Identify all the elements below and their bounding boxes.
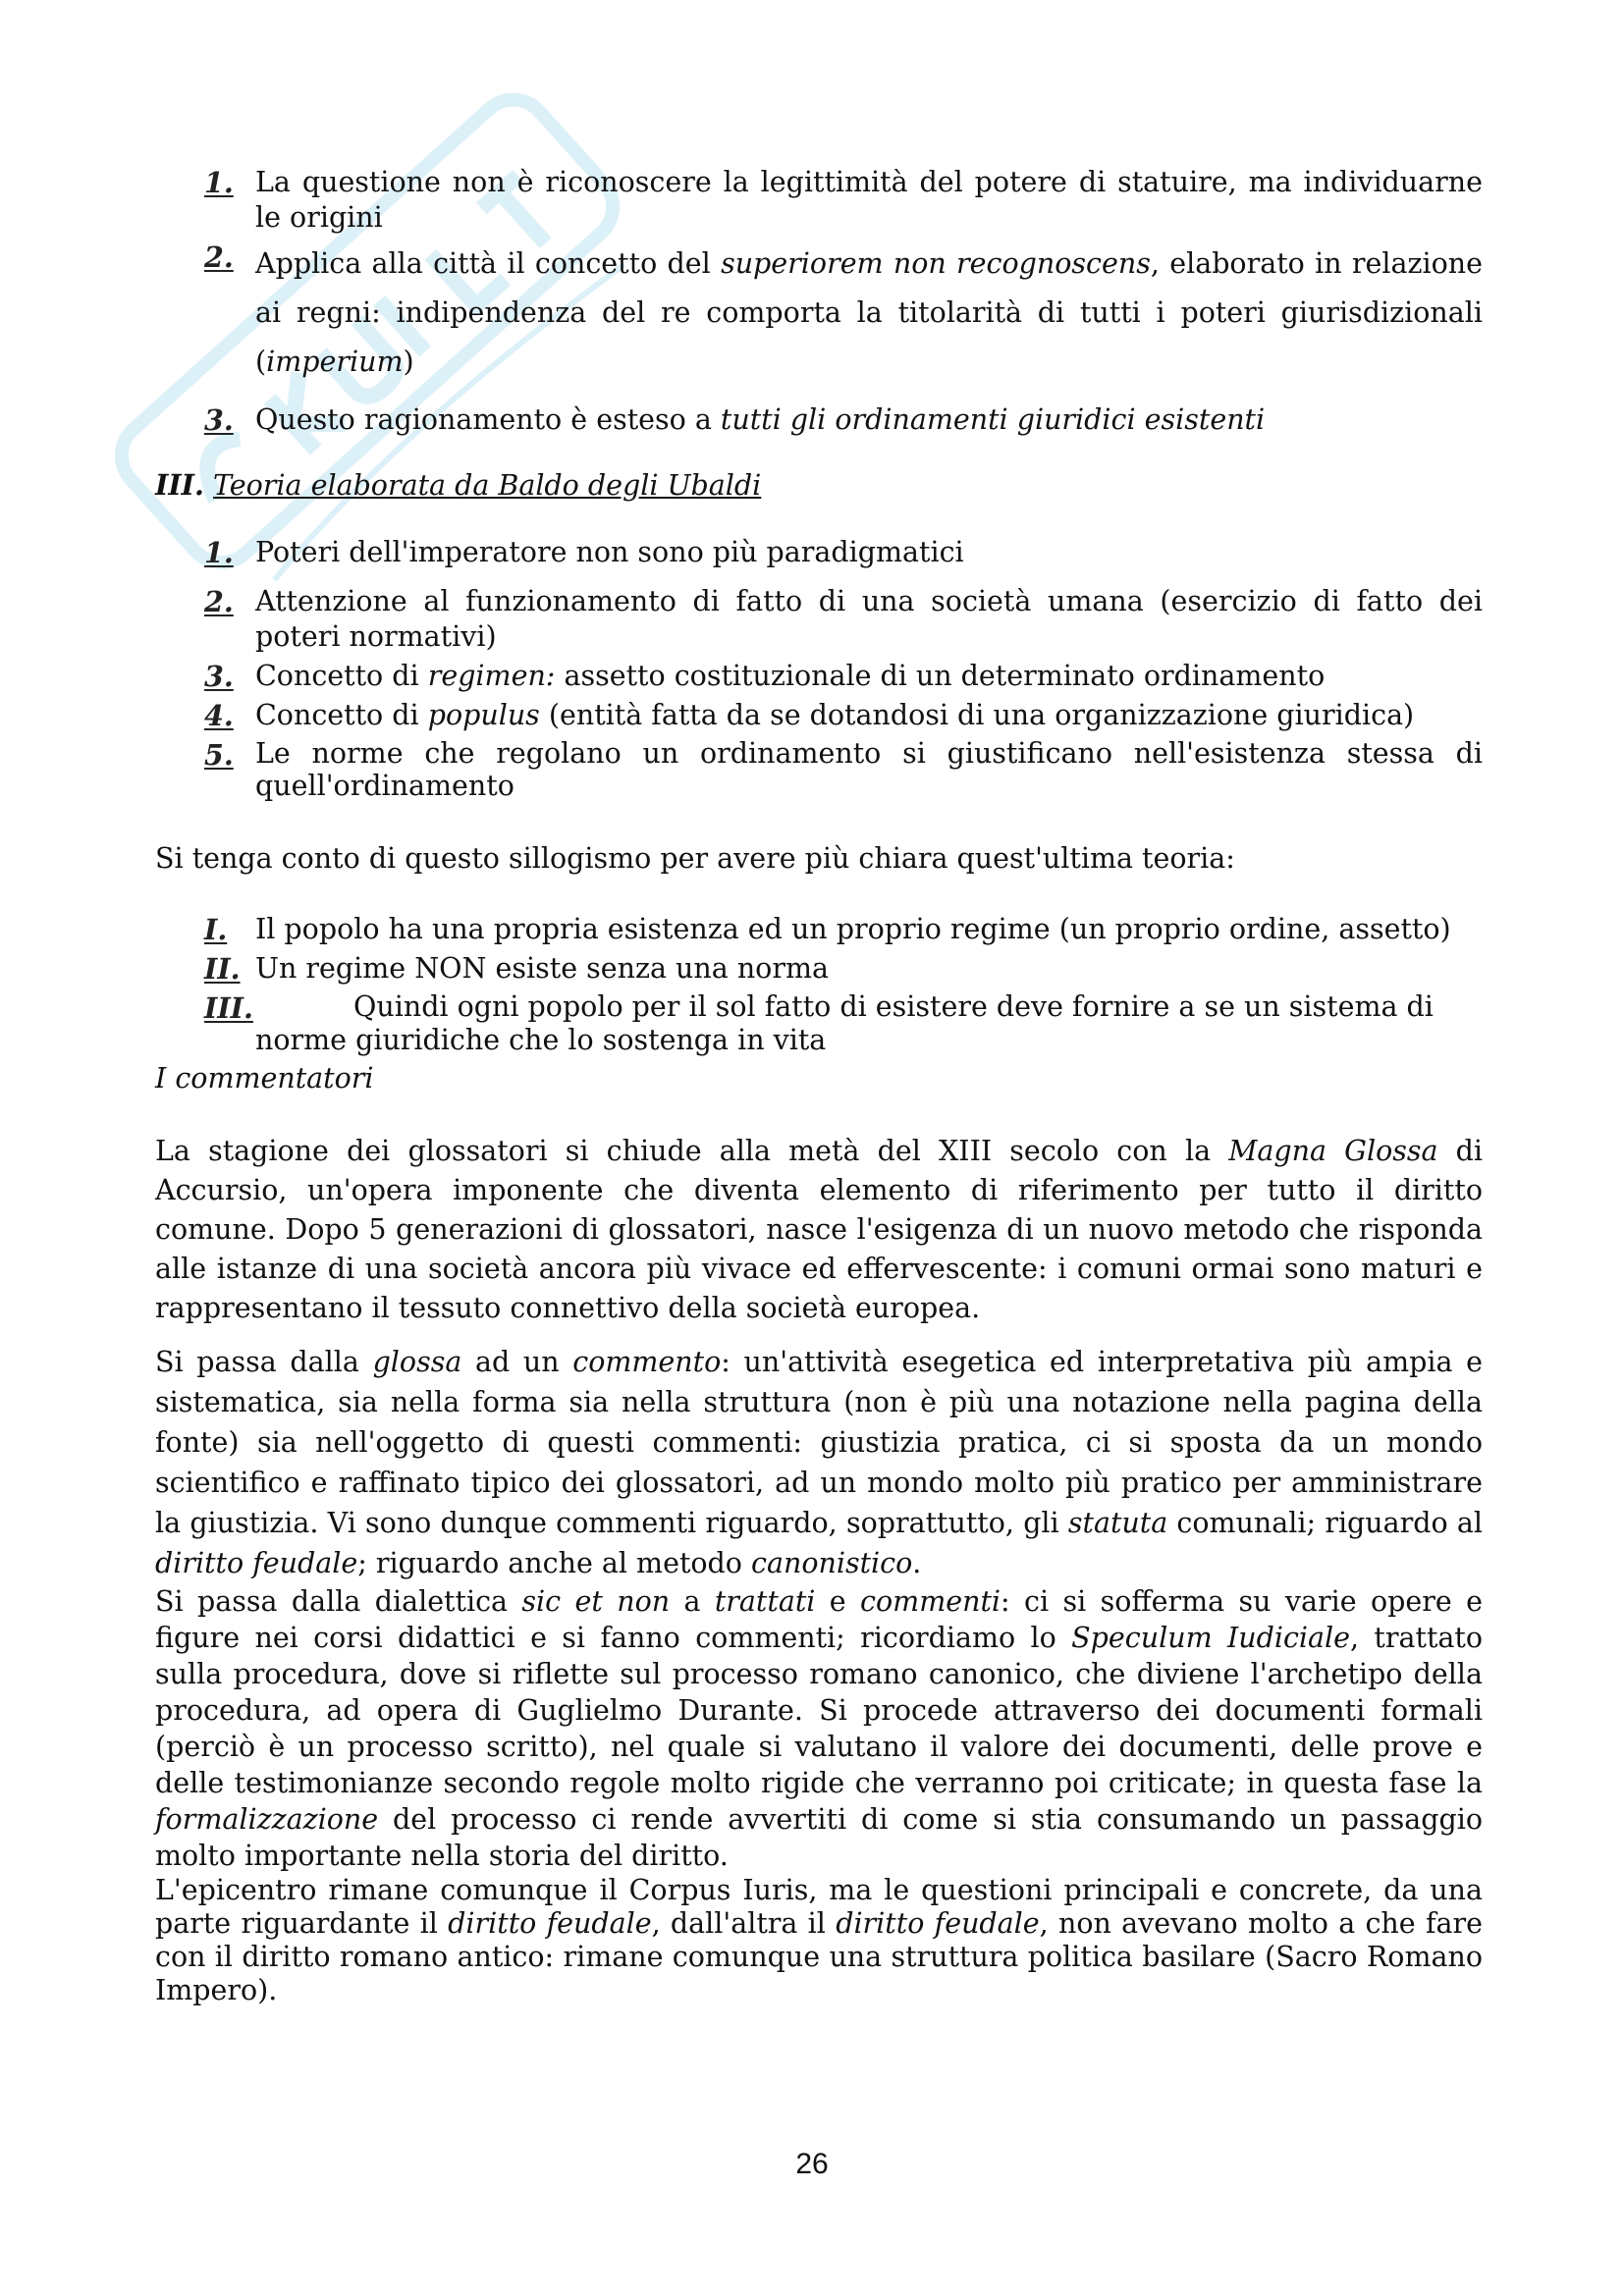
list-item bbox=[204, 165, 1483, 236]
list-item-text: Attenzione al funzionamento di fatto di una società umana (esercizio di fatto dei poteri normativi) bbox=[255, 585, 1483, 653]
body-text bbox=[155, 1132, 1483, 2007]
list-number: 2. bbox=[204, 240, 234, 274]
list-number: I. bbox=[204, 913, 228, 946]
list-item-text: Concetto di regimen: assetto costituzionale di un determinato ordinamento bbox=[255, 660, 1326, 692]
page-content bbox=[155, 165, 1483, 2007]
page-number: 26 bbox=[795, 2148, 829, 2180]
list-item-text: Le norme che regolano un ordinamento si giustificano nell'esistenza stessa di quell'ordinamento bbox=[255, 737, 1483, 802]
list-item bbox=[204, 990, 1483, 1057]
list-item bbox=[204, 402, 1483, 438]
numbered-list-baldo bbox=[204, 535, 1483, 802]
list-number: III. bbox=[204, 991, 253, 1025]
list-item-text: Applica alla città il concetto del superiorem non recognoscens, elaborato in relazione ai regni: indipendenza del re comporta la titolarità di tutti i poteri giurisdizionali (imperium) bbox=[255, 247, 1483, 378]
list-item-text: Il popolo ha una propria esistenza ed un proprio regime (un proprio ordine, assetto) bbox=[255, 913, 1451, 945]
list-item bbox=[204, 535, 1483, 570]
list-item-text: Concetto di populus (entità fatta da se dotandosi di una organizzazione giuridica) bbox=[255, 699, 1415, 731]
list-item-text: La questione non è riconoscere la legittimità del potere di statuire, ma individuarne le origini bbox=[255, 166, 1483, 234]
list-number: 1. bbox=[204, 536, 234, 569]
section-roman-numeral: III. bbox=[155, 468, 204, 502]
numbered-list-origins bbox=[204, 165, 1483, 438]
section-title: Teoria elaborata da Baldo degli Ubaldi bbox=[212, 469, 762, 502]
list-number: 5. bbox=[204, 738, 234, 772]
list-number: 4. bbox=[204, 699, 234, 732]
list-item bbox=[204, 912, 1483, 947]
list-item bbox=[204, 698, 1483, 733]
paragraph: L'epicentro rimane comunque il Corpus Iuris, ma le questioni principali e concrete, da una parte riguardante il diritto feudale, dall'altra il diritto feudale, non avevano molto a che fare con il diritto romano antico: rimane comunque una struttura politica basilare (Sacro Romano Impero). bbox=[155, 1874, 1483, 2006]
list-item bbox=[204, 240, 1483, 387]
list-number: II. bbox=[204, 952, 241, 986]
list-item-text: Un regime NON esiste senza una norma bbox=[255, 952, 829, 985]
list-item-text: Poteri dell'imperatore non sono più paradigmatici bbox=[255, 536, 964, 568]
list-item bbox=[204, 584, 1483, 655]
list-number: 2. bbox=[204, 585, 234, 618]
paragraph: La stagione dei glossatori si chiude alla metà del XIII secolo con la Magna Glossa di Accursio, un'opera imponente che diventa elemento di riferimento per tutto il diritto comune. Dopo 5 generazioni di glossatori, nasce l'esigenza di un nuovo metodo che risponda alle istanze di una società ancora più vivace ed effervescente: i comuni ormai sono maturi e rappresentano il tessuto connettivo della società europea. bbox=[155, 1135, 1483, 1324]
list-number: 3. bbox=[204, 403, 234, 437]
list-number: 3. bbox=[204, 660, 234, 693]
list-item bbox=[204, 951, 1483, 987]
section-heading-commentatori: I commentatori bbox=[155, 1062, 374, 1095]
list-item bbox=[204, 659, 1483, 694]
list-number: 1. bbox=[204, 166, 234, 199]
roman-list-sillogismo bbox=[204, 912, 1483, 1057]
list-item-text: Quindi ogni popolo per il sol fatto di esistere deve fornire a se un sistema di norme giuridiche che lo sostenga in vita bbox=[255, 990, 1434, 1056]
section-heading bbox=[155, 467, 1483, 504]
sillogismo-intro: Si tenga conto di questo sillogismo per avere più chiara quest'ultima teoria: bbox=[155, 842, 1235, 875]
list-item bbox=[204, 737, 1483, 802]
paragraph: Si passa dalla glossa ad un commento: un'attività esegetica ed interpretativa più ampia e sistematica, sia nella forma sia nella struttura (non è più una notazione nella pagina della fonte) sia nell'oggetto di questi commenti: giustizia pratica, ci si sposta da un mondo scientifico e raffinato tipico dei glossatori, ad un mondo molto più pratico per amministrare la giustizia. Vi sono dunque commenti riguardo, soprattutto, gli statuta comunali; riguardo al diritto feudale; riguardo anche al metodo canonistico. bbox=[155, 1346, 1483, 1579]
list-item-text: Questo ragionamento è esteso a tutti gli ordinamenti giuridici esistenti bbox=[255, 403, 1266, 436]
paragraph: Si passa dalla dialettica sic et non a trattati e commenti: ci si sofferma su varie opere e figure nei corsi didattici e si fanno commenti; ricordiamo lo Speculum Iudiciale, trattato sulla procedura, dove si riflette sul processo romano canonico, che diviene l'archetipo della procedura, ad opera di Guglielmo Durante. Si procede attraverso dei documenti formali (perciò è un processo scritto), nel quale si valutano il valore dei documenti, delle prove e delle testimonianze secondo regole molto rigide che verranno poi criticate; in questa fase la formalizzazione del processo ci rende avvertiti di come si stia consumando un passaggio molto importante nella storia del diritto. bbox=[155, 1585, 1484, 1872]
